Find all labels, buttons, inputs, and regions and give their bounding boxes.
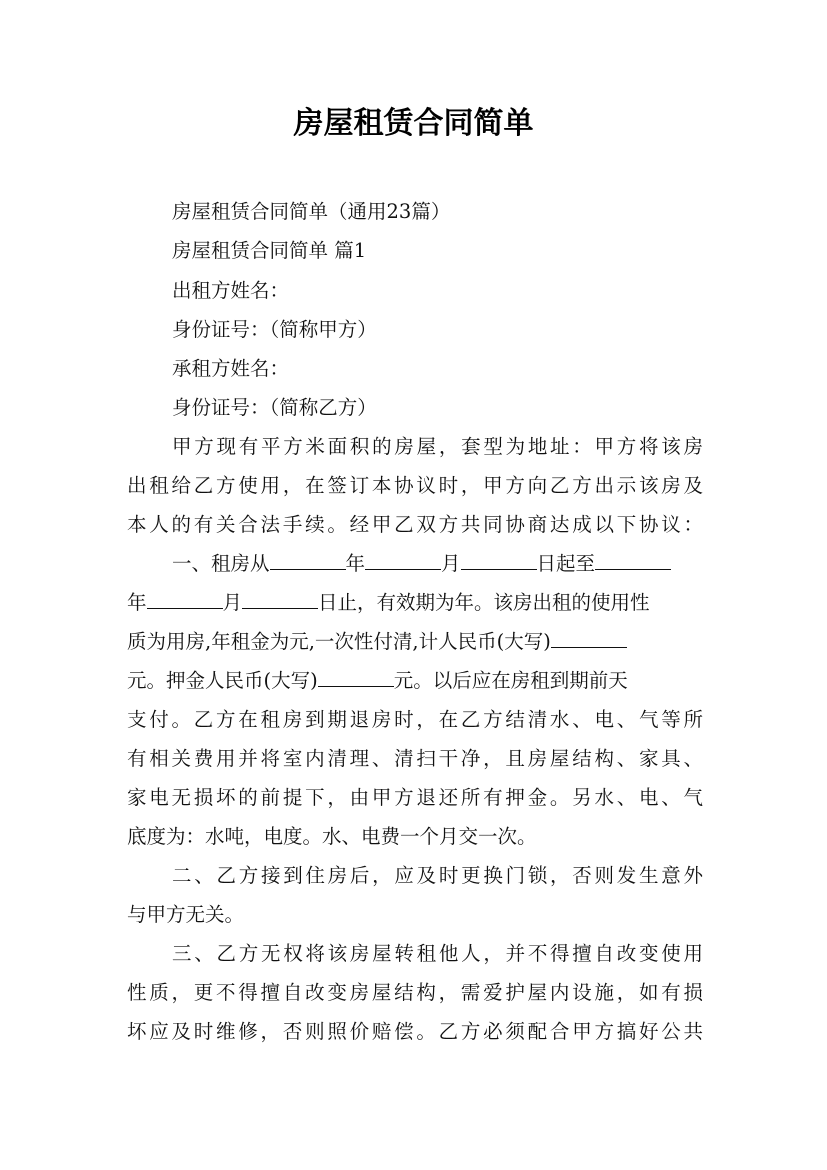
clause3-line-1: 三、乙方无权将该房屋转租他人，并不得擅自改变使用	[172, 942, 703, 965]
clause1-text-g: 日止，有效期为年。该房出租的使用性	[318, 591, 650, 614]
blank-line	[242, 590, 318, 609]
clause2-line-2: 与甲方无关。	[127, 903, 245, 926]
blank-line	[595, 551, 671, 570]
clause3-line-2: 性质，更不得擅自改变房屋结构，需爱护屋内设施，如有损	[127, 981, 703, 1004]
lessor-id-line: 身份证号：（简称甲方）	[172, 318, 377, 341]
clause1-line-8: 底度为：水吨，电度。水、电费一个月交一次。	[127, 825, 537, 848]
blank-line	[318, 668, 394, 687]
clause1-text-f: 月	[222, 591, 243, 614]
clause1-text-a: 一、租房从	[172, 552, 270, 575]
clause1-line-3	[127, 629, 627, 655]
clause1-text-i: 元。押金人民币(大写)	[127, 669, 318, 692]
intro-line-3: 本人的有关合法手续。经甲乙双方共同协商达成以下协议：	[127, 513, 703, 536]
subtitle-line: 房屋租赁合同简单（通用23篇）	[172, 200, 451, 223]
clause1-line-4	[127, 668, 628, 694]
blank-line	[147, 590, 223, 609]
clause1-text-j: 元。以后应在房租到期前天	[393, 669, 628, 692]
clause1-line-7: 家电无损坏的前提下，由甲方退还所有押金。另水、电、气	[127, 786, 703, 809]
blank-line	[270, 551, 346, 570]
lessor-name-line: 出租方姓名：	[172, 279, 290, 302]
blank-line	[461, 551, 537, 570]
clause1-line-1	[172, 551, 671, 577]
blank-line	[551, 629, 627, 648]
document-title: 房屋租赁合同简单	[293, 106, 534, 141]
clause1-text-e: 年	[127, 591, 147, 614]
clause3-line-3: 坏应及时维修，否则照价赔偿。乙方必须配合甲方搞好公共	[127, 1020, 703, 1043]
clause1-line-6: 有相关费用并将室内清理、清扫干净，且房屋结构、家具、	[127, 747, 703, 770]
clause1-text-c: 月	[441, 552, 461, 575]
lessee-id-line: 身份证号：（简称乙方）	[172, 396, 377, 419]
section-heading: 房屋租赁合同简单 篇1	[172, 239, 367, 262]
clause1-text-b: 年	[345, 552, 366, 575]
intro-line-1: 甲方现有平方米面积的房屋，套型为地址：甲方将该房	[172, 435, 703, 458]
clause1-text-d: 日起至	[536, 552, 596, 575]
blank-line	[365, 551, 441, 570]
clause1-line-5: 支付。乙方在租房到期退房时，在乙方结清水、电、气等所	[127, 708, 703, 731]
clause1-text-h: 质为用房,年租金为元,一次性付清,计人民币(大写)	[127, 630, 551, 653]
clause2-line-1: 二、乙方接到住房后，应及时更换门锁，否则发生意外	[172, 864, 703, 887]
clause1-line-2	[127, 590, 650, 616]
lessee-name-line: 承租方姓名：	[172, 357, 290, 380]
intro-line-2: 出租给乙方使用，在签订本协议时，甲方向乙方出示该房及	[127, 474, 703, 497]
